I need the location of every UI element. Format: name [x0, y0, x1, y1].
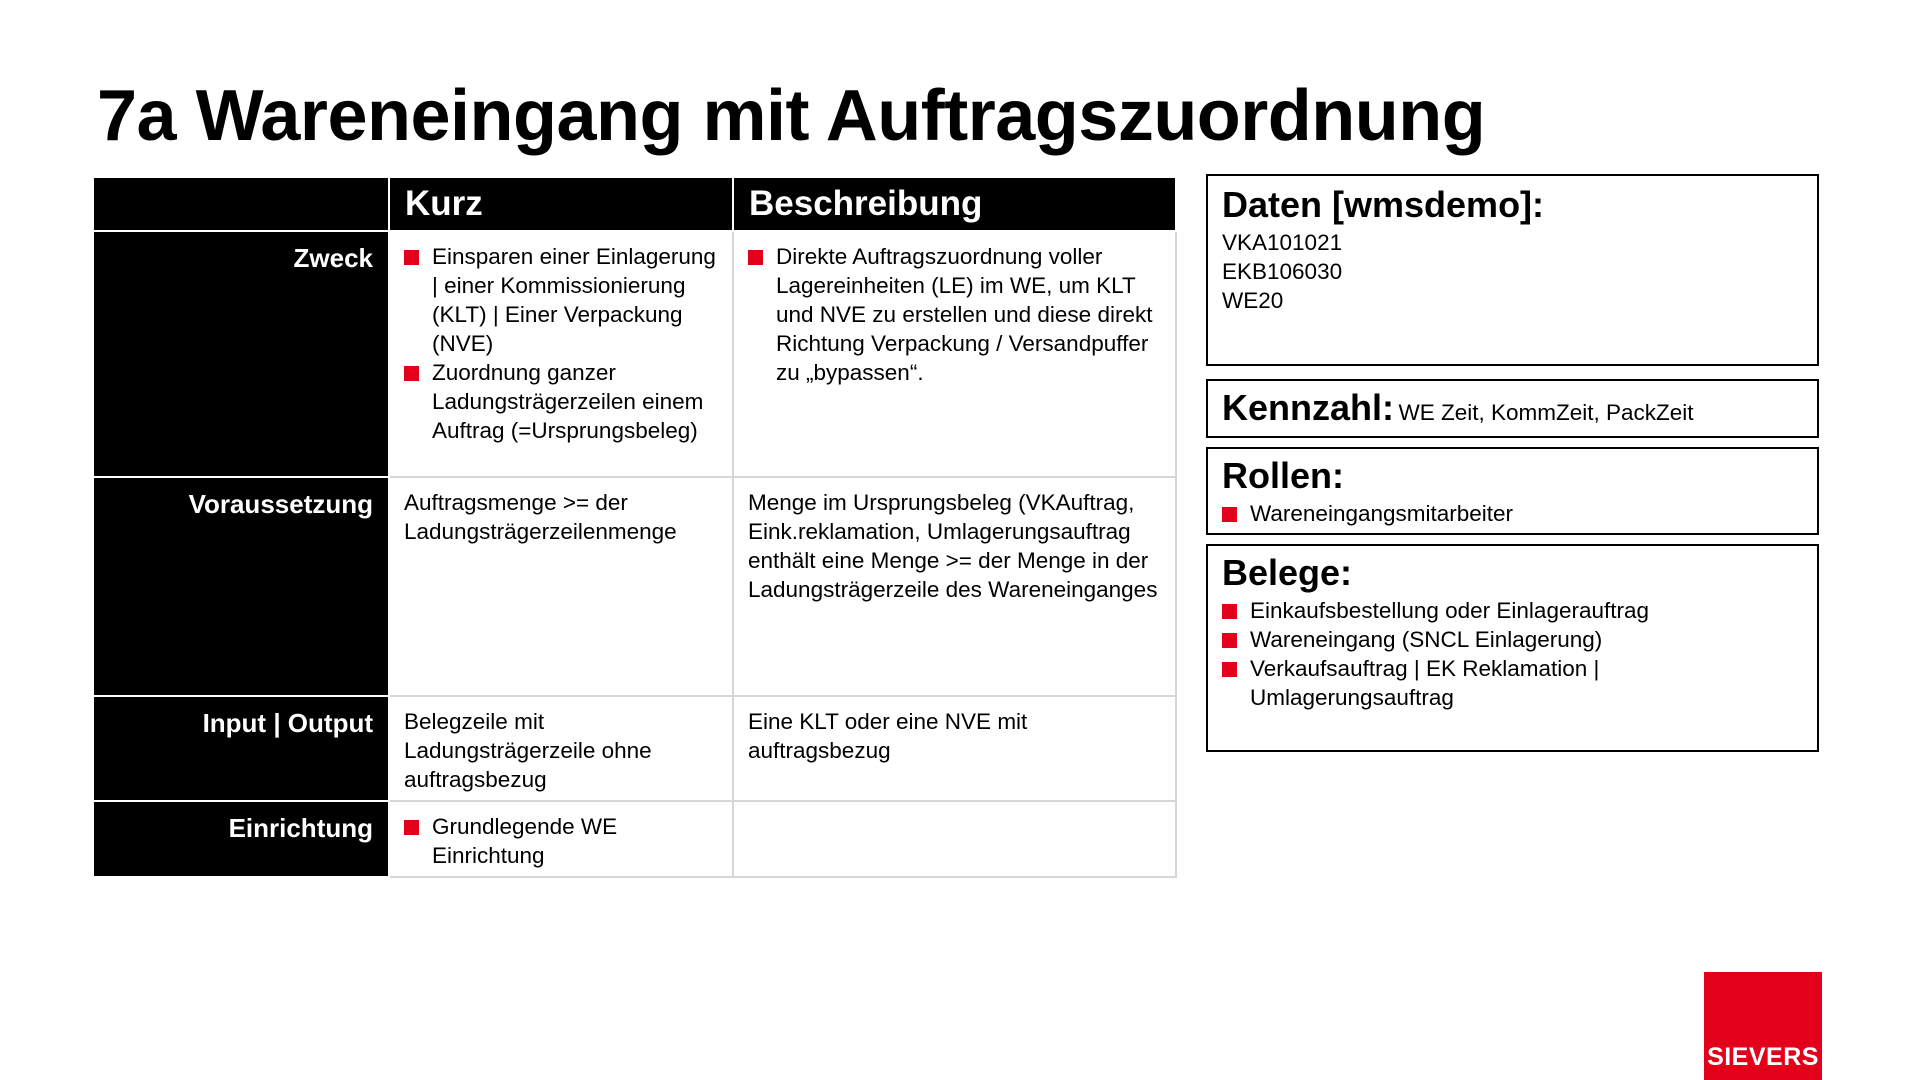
list-item: Einsparen einer Einlagerung | einer Kommissionierung (KLT) | Einer Verpackung (NVE): [404, 242, 720, 358]
input-output-beschreibung-cell: Eine KLT oder eine NVE mit auftragsbezug: [733, 696, 1176, 801]
voraussetzung-beschreibung-cell: Menge im Ursprungsbeleg (VKAuftrag, Eink.reklamation, Umlagerungsauftrag enthält eine Menge >= der Menge in der Ladungsträgerzeile des Wareneinganges: [733, 477, 1176, 696]
row-label-voraussetzung: Voraussetzung: [93, 477, 389, 696]
list-item: Zuordnung ganzer Ladungsträgerzeilen einem Auftrag (=Ursprungsbeleg): [404, 358, 720, 445]
table-header-kurz: Kurz: [389, 177, 733, 231]
belege-box: [1206, 544, 1819, 752]
belege-heading: Belege:: [1222, 552, 1353, 593]
daten-line: VKA101021: [1222, 230, 1343, 255]
zweck-kurz-cell: [389, 231, 733, 477]
row-label-einrichtung: Einrichtung: [93, 801, 389, 877]
rollen-heading: Rollen:: [1222, 455, 1344, 496]
zweck-beschreibung-cell: [733, 231, 1176, 477]
kennzahl-box: [1206, 379, 1819, 438]
row-label-input-output: Input | Output: [93, 696, 389, 801]
list-item: Grundlegende WE Einrichtung: [404, 812, 720, 870]
table-row-zweck: [93, 231, 1176, 477]
row-label-zweck: Zweck: [93, 231, 389, 477]
rollen-box: [1206, 447, 1819, 535]
list-item: Einkaufsbestellung oder Einlagerauftrag: [1222, 596, 1803, 625]
table-header-corner: [93, 177, 389, 231]
table-row-input-output: [93, 696, 1176, 801]
sievers-logo: [1704, 972, 1822, 1080]
daten-line: EKB106030: [1222, 259, 1343, 284]
table-row-einrichtung: [93, 801, 1176, 877]
process-table: [92, 176, 1177, 878]
list-item: Verkaufsauftrag | EK Reklamation | Umlagerungsauftrag: [1222, 654, 1803, 712]
list-item: Direkte Auftragszuordnung voller Lagereinheiten (LE) im WE, um KLT und NVE zu erstellen und diese direkt Richtung Verpackung / Versandpuffer zu „bypassen“.: [748, 242, 1163, 387]
einrichtung-kurz-cell: [389, 801, 733, 877]
kennzahl-value: WE Zeit, KommZeit, PackZeit: [1398, 400, 1694, 425]
input-output-kurz-cell: Belegzeile mit Ladungsträgerzeile ohne auftragsbezug: [389, 696, 733, 801]
page-title: 7a Wareneingang mit Auftragszuordnung: [97, 76, 1486, 156]
list-item: Wareneingangsmitarbeiter: [1222, 499, 1803, 528]
table-row-voraussetzung: [93, 477, 1176, 696]
list-item: Wareneingang (SNCL Einlagerung): [1222, 625, 1803, 654]
daten-heading: Daten [wmsdemo]:: [1222, 184, 1545, 225]
kennzahl-heading: Kennzahl:: [1222, 387, 1395, 428]
logo-text: SIEVERS: [1707, 1043, 1819, 1071]
daten-line: WE20: [1222, 288, 1284, 313]
einrichtung-beschreibung-cell: [733, 801, 1176, 877]
table-header-row: [93, 177, 1176, 231]
table-header-beschreibung: Beschreibung: [733, 177, 1176, 231]
daten-box: [1206, 174, 1819, 366]
voraussetzung-kurz-cell: Auftragsmenge >= der Ladungsträgerzeilenmenge: [389, 477, 733, 696]
